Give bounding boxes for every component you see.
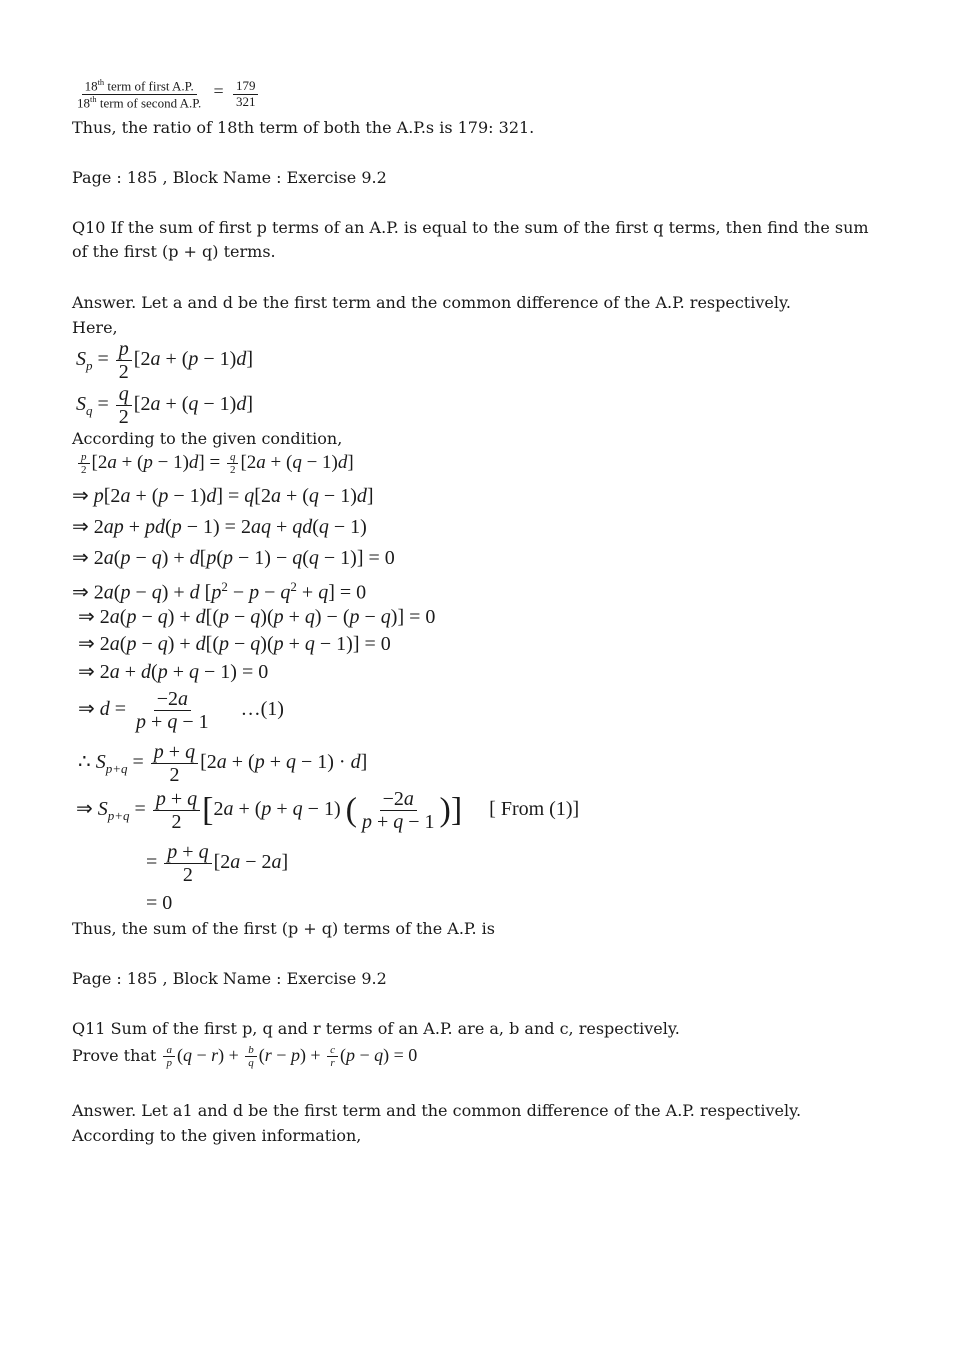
q11-answer-intro: Answer. Let a1 and d be the first term and the common difference of the A.P. respectively. xyxy=(72,1101,802,1120)
sp-formula: $S_p$ = $\frac{p}{2}$ [2a + (p − 1)d] xyxy=(76,338,254,383)
step-10: ∴ $S_{p+q}$ = $\frac{p + q}{2}$ [2a + (p + q − 1) · d] xyxy=(78,741,368,786)
q10-here: Here, xyxy=(72,318,118,337)
ratio-conclusion: Thus, the ratio of 18th term of both the A.P.s is 179: 321. xyxy=(72,118,535,137)
page-reference-2: Page : 185 , Block Name : Exercise 9.2 xyxy=(72,969,387,988)
step-13: = 0 xyxy=(146,892,173,914)
q10-conclusion: Thus, the sum of the first (p + q) terms of the A.P. is xyxy=(72,919,495,938)
step-1: $\frac{p}{2}$ [2a + (p − 1)d] = $\frac{q}{2}$ [2a + (q − 1)d] xyxy=(76,451,354,476)
step-4: ⇒ 2a(p − q) + d[p(p − 1) − q(q − 1)] = 0 xyxy=(72,547,395,569)
step-5: ⇒ 2a(p − q) + d $[p^2 - p - q^2 + q] = 0$ xyxy=(72,579,367,604)
page-reference: Page : 185 , Block Name : Exercise 9.2 xyxy=(72,168,387,187)
step-11: ⇒ $S_{p+q}$ = $\frac{p + q}{2}$ [2a + (p + q − 1) ( $\frac{-2a}{p + q - 1}$ )] [ From (1)] xyxy=(76,788,580,833)
q11-prove: Prove that $\frac{a}{p}$ (q − r) + $\frac{b}{q}$ (r − p) + $\frac{c}{r}$ (p − q) = 0 xyxy=(72,1044,418,1070)
step-2: ⇒ p[2a + (p − 1)d] = q[2a + (q − 1)d] xyxy=(72,485,374,507)
q10-question: Q10 If the sum of first p terms of an A.P. is equal to the sum of the first q terms, then find the sum of the first (p + q) terms. xyxy=(72,218,869,261)
q11-given-info: According to the given information, xyxy=(72,1126,362,1145)
step-8: ⇒ 2a + d(p + q − 1) = 0 xyxy=(78,661,269,683)
sq-formula: $S_q$ = $\frac{q}{2}$ [2a + (q − 1)d] xyxy=(76,383,254,428)
step-12: = $\frac{p + q}{2}$ [2a − 2a] xyxy=(146,841,289,886)
given-condition: According to the given condition, xyxy=(72,429,343,448)
top-fraction-equation: $\frac{18^{th} term of first A.P.}{18^{th} term of second A.P.}$ = $\frac{179}{321}$ xyxy=(72,78,260,110)
step-3: ⇒ 2ap + pd(p − 1) = 2aq + qd(q − 1) xyxy=(72,516,367,538)
q11-question: Q11 Sum of the first p, q and r terms of an A.P. are a, b and c, respectively. xyxy=(72,1019,680,1038)
step-6: ⇒ 2a(p − q) + d[(p − q)(p + q) − (p − q)] = 0 xyxy=(78,606,436,628)
step-9: ⇒ d = $\frac{-2a}{p + q - 1}$ …(1) xyxy=(78,688,284,733)
q10-answer-intro: Answer. Let a and d be the first term and the common difference of the A.P. respectively. xyxy=(72,293,791,312)
step-7: ⇒ 2a(p − q) + d[(p − q)(p + q − 1)] = 0 xyxy=(78,633,391,655)
